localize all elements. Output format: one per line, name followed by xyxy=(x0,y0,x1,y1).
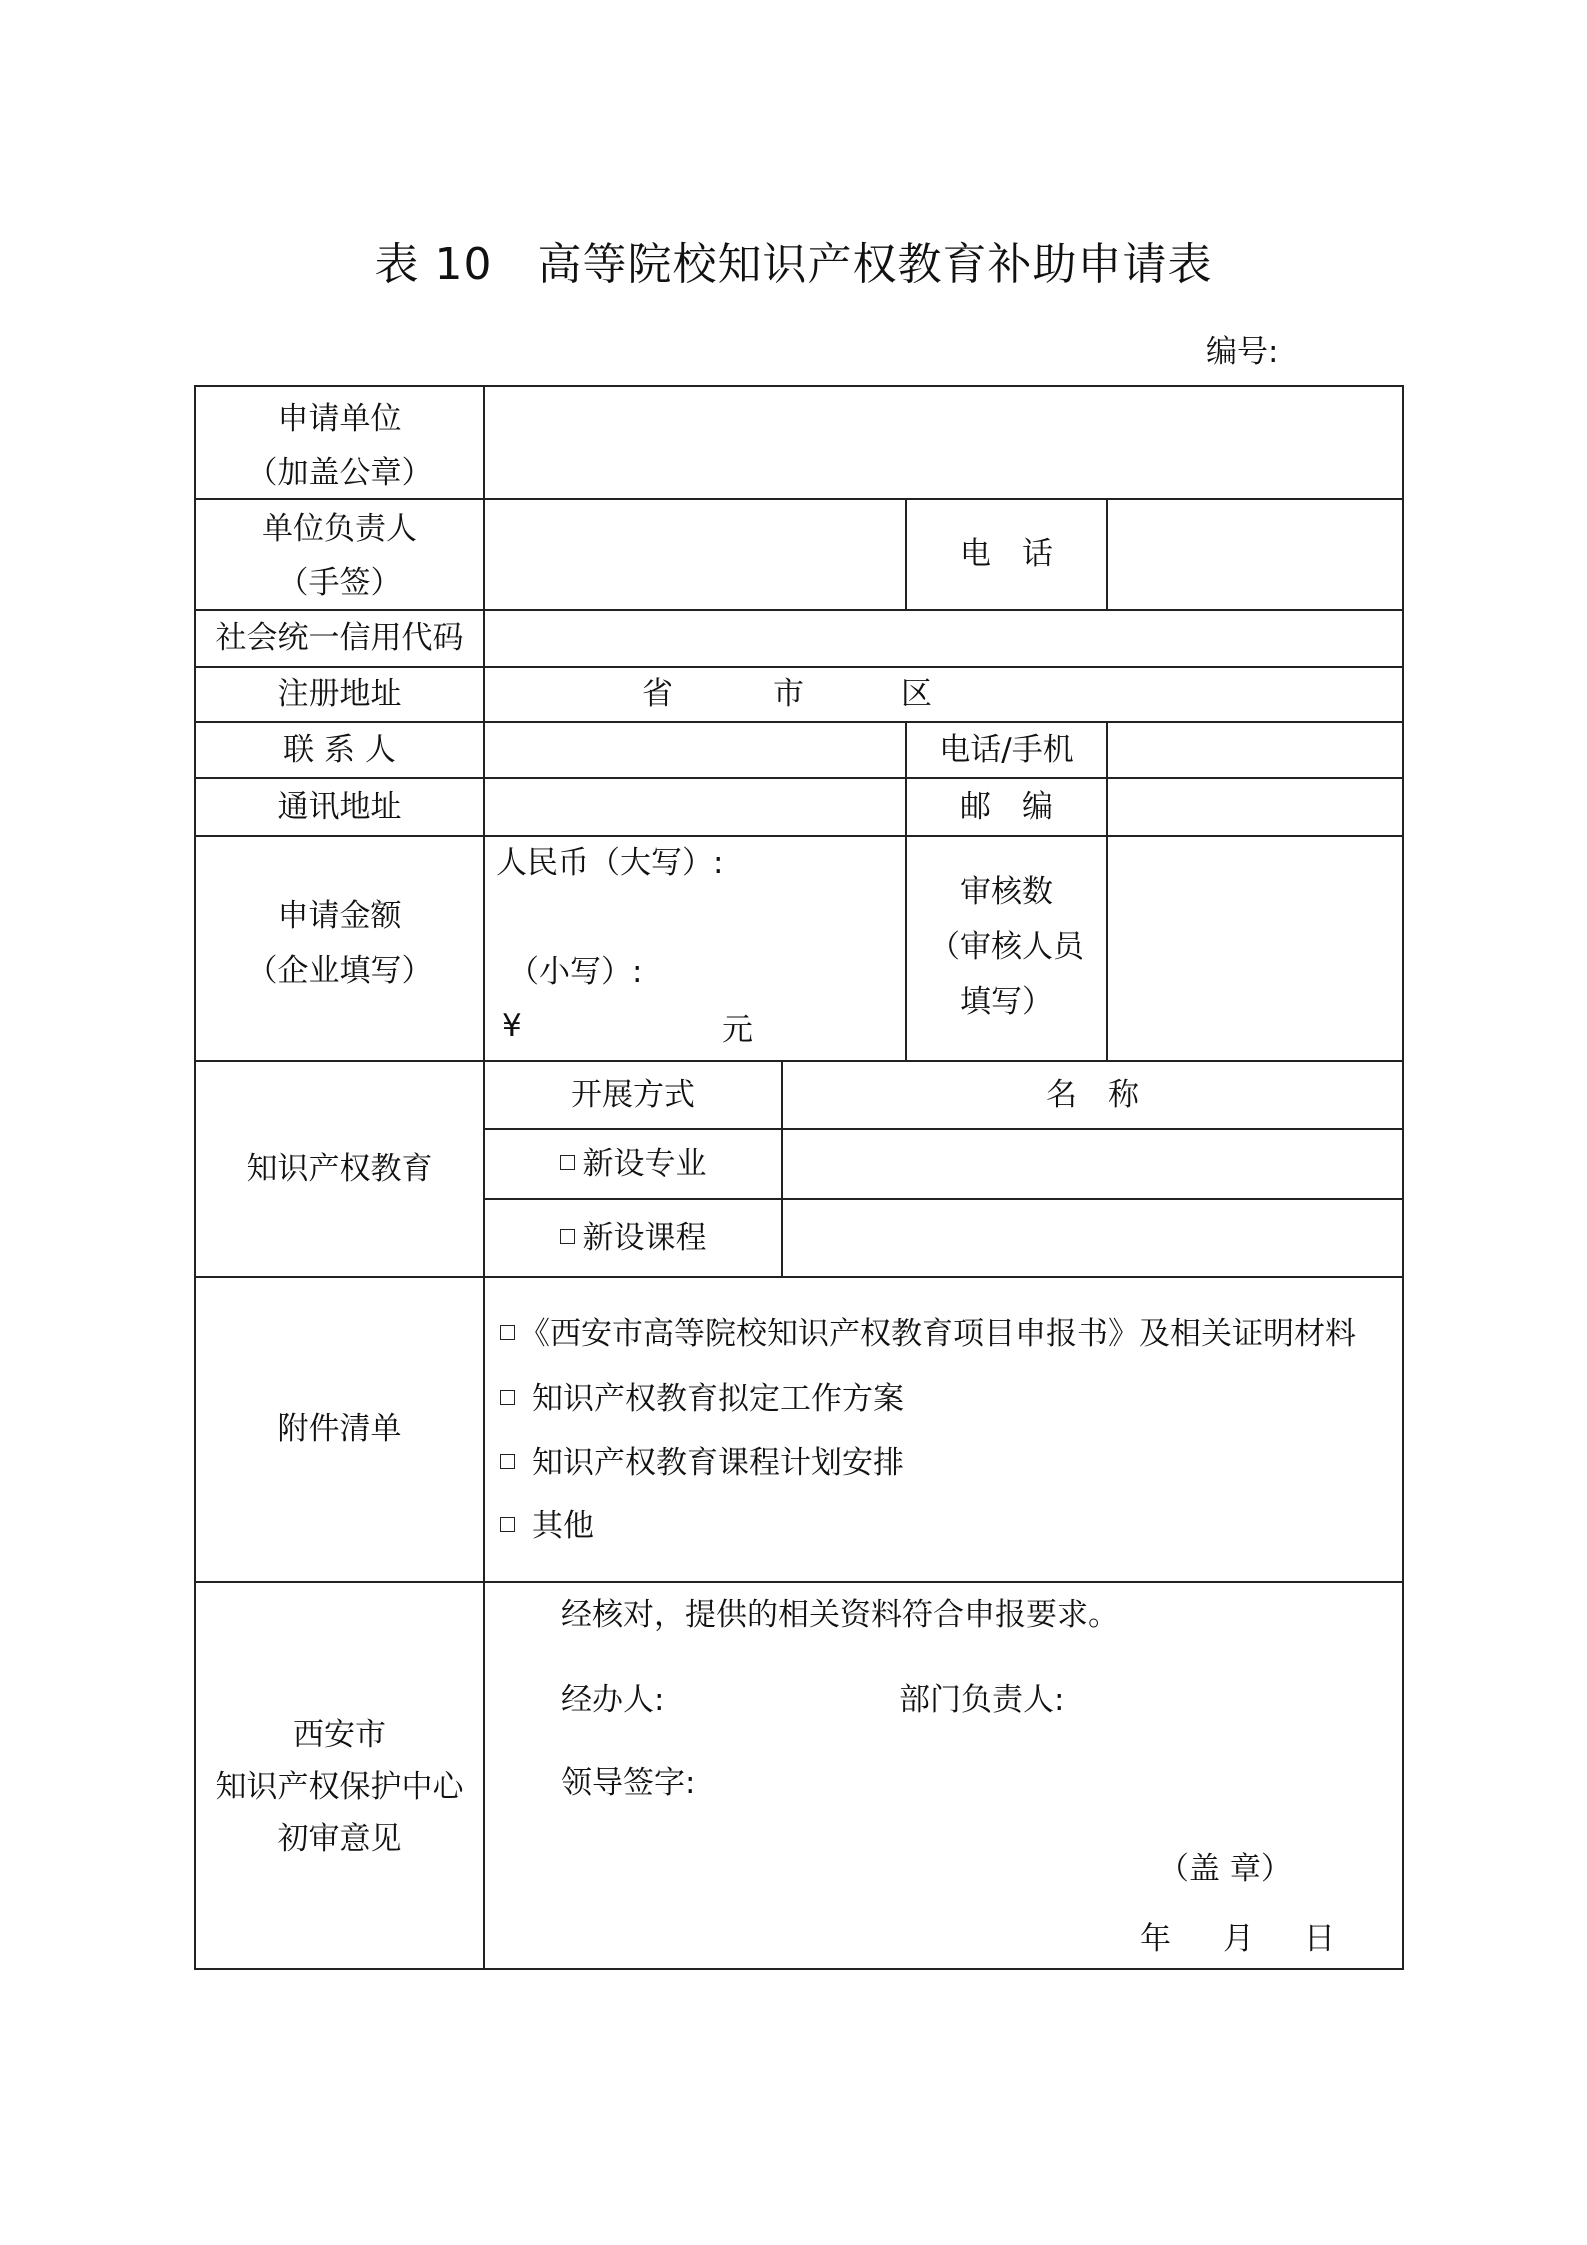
month-label: 月 xyxy=(1223,1921,1254,1957)
yen-sign: ¥ xyxy=(502,1008,522,1044)
name-header: 名 称 xyxy=(1046,1077,1139,1113)
education-label: 知识产权教育 xyxy=(246,1151,433,1187)
verify-statement: 经核对，提供的相关资料符合申报要求。 xyxy=(561,1597,1119,1633)
new-course-option[interactable] xyxy=(485,1200,781,1276)
credit-code-value[interactable] xyxy=(485,611,1402,666)
postcode-label: 邮 编 xyxy=(960,789,1053,825)
day-label: 日 xyxy=(1304,1921,1335,1957)
mail-address-label: 通讯地址 xyxy=(277,789,402,825)
new-course-name-value[interactable] xyxy=(783,1200,1402,1276)
year-label: 年 xyxy=(1140,1921,1171,1957)
attachment-label: 知识产权教育拟定工作方案 xyxy=(532,1381,904,1417)
page-title: 表 10 高等院校知识产权教育补助申请表 xyxy=(374,239,1213,290)
rmb-upper-label: 人民币（大写）: xyxy=(496,845,724,881)
city-label: 市 xyxy=(773,676,804,712)
phone-label: 电 话 xyxy=(960,536,1053,572)
new-major-name-value[interactable] xyxy=(783,1130,1402,1198)
new-course-checkbox[interactable] xyxy=(560,1229,575,1244)
phone-mobile-value[interactable] xyxy=(1108,723,1402,777)
audit-label-cell xyxy=(907,837,1106,1060)
attachment-item-other[interactable] xyxy=(500,1508,594,1545)
amount-fill-note: （企业填写） xyxy=(246,953,433,989)
review-center: 知识产权保护中心 xyxy=(215,1769,464,1805)
new-major-option[interactable] xyxy=(485,1130,781,1198)
district-label: 区 xyxy=(901,676,932,712)
applicant-label: 申请单位 xyxy=(277,401,402,437)
audit-note-end: 填写） xyxy=(960,984,1053,1020)
phone-mobile-label: 电话/手机 xyxy=(939,732,1074,768)
attachment-item-plan[interactable] xyxy=(500,1381,904,1418)
amount-label-cell xyxy=(196,837,483,1060)
applicant-seal-note: （加盖公章） xyxy=(246,455,433,491)
audit-value[interactable] xyxy=(1108,837,1402,1060)
audit-note: （审核人员 xyxy=(929,929,1084,965)
review-city: 西安市 xyxy=(293,1717,386,1753)
attachment-checkbox[interactable] xyxy=(500,1454,515,1469)
credit-code-label: 社会统一信用代码 xyxy=(215,620,464,656)
postcode-value[interactable] xyxy=(1108,779,1402,835)
new-course-label: 新设课程 xyxy=(582,1220,707,1256)
applicant-value[interactable] xyxy=(485,387,1402,498)
reg-address-label: 注册地址 xyxy=(277,676,402,712)
attachment-label: 其他 xyxy=(532,1508,594,1544)
attachment-checkbox[interactable] xyxy=(500,1517,515,1532)
leader-label-cell xyxy=(196,500,483,609)
amount-label: 申请金额 xyxy=(277,898,402,934)
new-major-checkbox[interactable] xyxy=(560,1155,575,1170)
review-title: 初审意见 xyxy=(277,1821,402,1857)
phone-value[interactable] xyxy=(1108,500,1402,609)
audit-label: 审核数 xyxy=(960,874,1053,910)
application-form-table xyxy=(194,385,1404,1970)
attachment-label: 知识产权教育课程计划安排 xyxy=(532,1445,904,1481)
leader-sign-label: 领导签字: xyxy=(561,1765,696,1801)
rmb-lower-label: （小写）: xyxy=(508,954,643,990)
handler-label: 经办人: xyxy=(561,1682,665,1718)
attachments-label: 附件清单 xyxy=(277,1411,402,1447)
contact-label: 联 系 人 xyxy=(283,732,396,768)
seal-label: （盖 章） xyxy=(1158,1851,1292,1887)
applicant-label-cell xyxy=(196,387,483,498)
mode-header: 开展方式 xyxy=(571,1077,695,1113)
attachment-item-application[interactable] xyxy=(500,1316,1356,1353)
attachment-checkbox[interactable] xyxy=(500,1390,515,1405)
yuan-unit: 元 xyxy=(722,1012,753,1048)
attachment-item-course[interactable] xyxy=(500,1445,904,1482)
attachment-label: 《西安市高等院校知识产权教育项目申报书》及相关证明材料 xyxy=(519,1316,1356,1352)
serial-number-label: 编号: xyxy=(1206,334,1279,370)
leader-sign-note: （手签） xyxy=(277,565,402,601)
new-major-label: 新设专业 xyxy=(582,1146,707,1182)
leader-value[interactable] xyxy=(485,500,905,609)
review-label-cell xyxy=(196,1583,483,1968)
province-label: 省 xyxy=(642,676,673,712)
dept-leader-label: 部门负责人: xyxy=(899,1682,1065,1718)
contact-value[interactable] xyxy=(485,723,905,777)
mail-address-value[interactable] xyxy=(485,779,905,835)
attachment-checkbox[interactable] xyxy=(500,1325,515,1340)
leader-label: 单位负责人 xyxy=(262,511,417,547)
